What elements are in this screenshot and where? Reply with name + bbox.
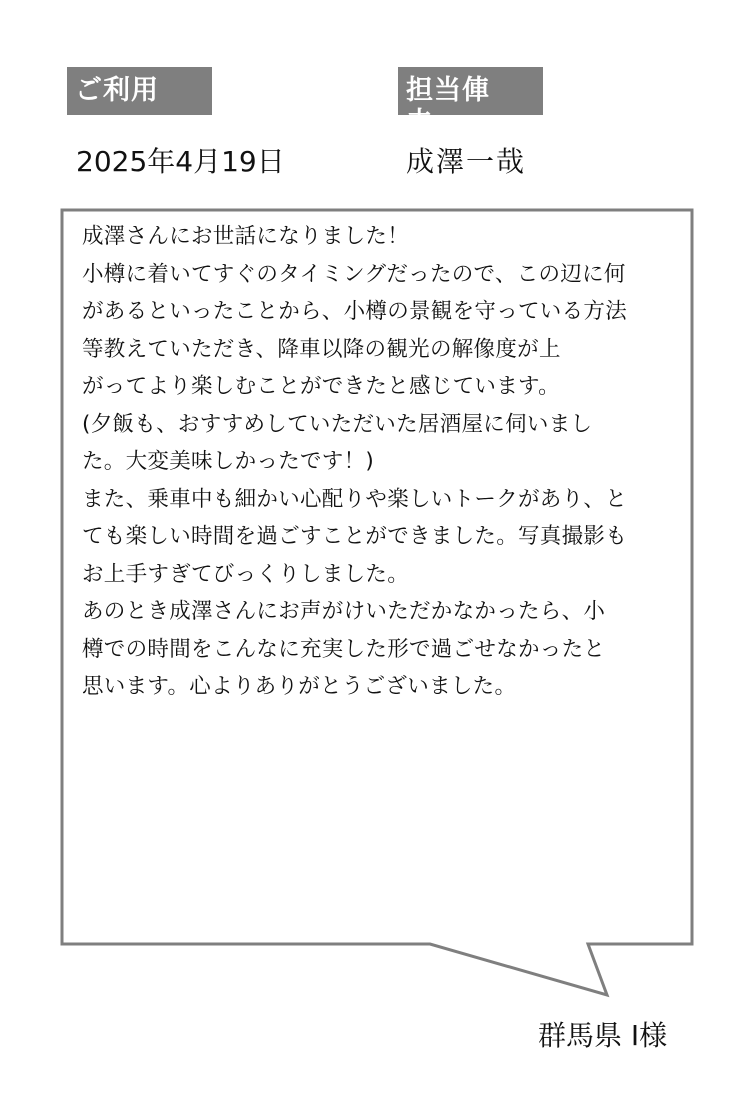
staff-name-value: 成澤一哉 (406, 145, 527, 178)
message-line: 樽での時間をこんなに充実した形で過ごせなかったと (82, 636, 606, 662)
staff-label-text: 担当俥夫 (406, 75, 490, 138)
message-line: 成澤さんにお世話になりました！ (82, 224, 410, 249)
message-line: 小樽に着いてすぐのタイミングだったので、この辺に何 (82, 261, 626, 287)
message-line: あのとき成澤さんにお声がけいただかなかったら、小 (82, 599, 606, 624)
message-line: (夕飯も、おすすめしていただいた居酒屋に伺いまし (82, 411, 593, 437)
customer-signature: 群馬県 I様 (538, 1019, 668, 1052)
message-line: た。大変美味しかったです！) (82, 449, 375, 474)
message-line: がってより楽しむことができたと感じています。 (82, 374, 560, 399)
usage-date-label-text: ご利用 (75, 75, 159, 106)
message-line: お上手すぎてびっくりしました。 (82, 561, 410, 587)
message-line: 等教えていただき、降車以降の観光の解像度が上 (82, 336, 561, 362)
usage-date-value: 2025年4月19日 (76, 145, 285, 178)
message-line: があるといったことから、小樽の景観を守っている方法 (82, 299, 628, 324)
message-line: また、乗車中も細かい心配りや楽しいトークがあり、と (82, 486, 628, 512)
message-line: 思います。心よりありがとうございました。 (82, 674, 517, 699)
testimonial-message (82, 218, 692, 706)
message-line: ても楽しい時間を過ごすことができました。写真撮影も (82, 524, 628, 549)
